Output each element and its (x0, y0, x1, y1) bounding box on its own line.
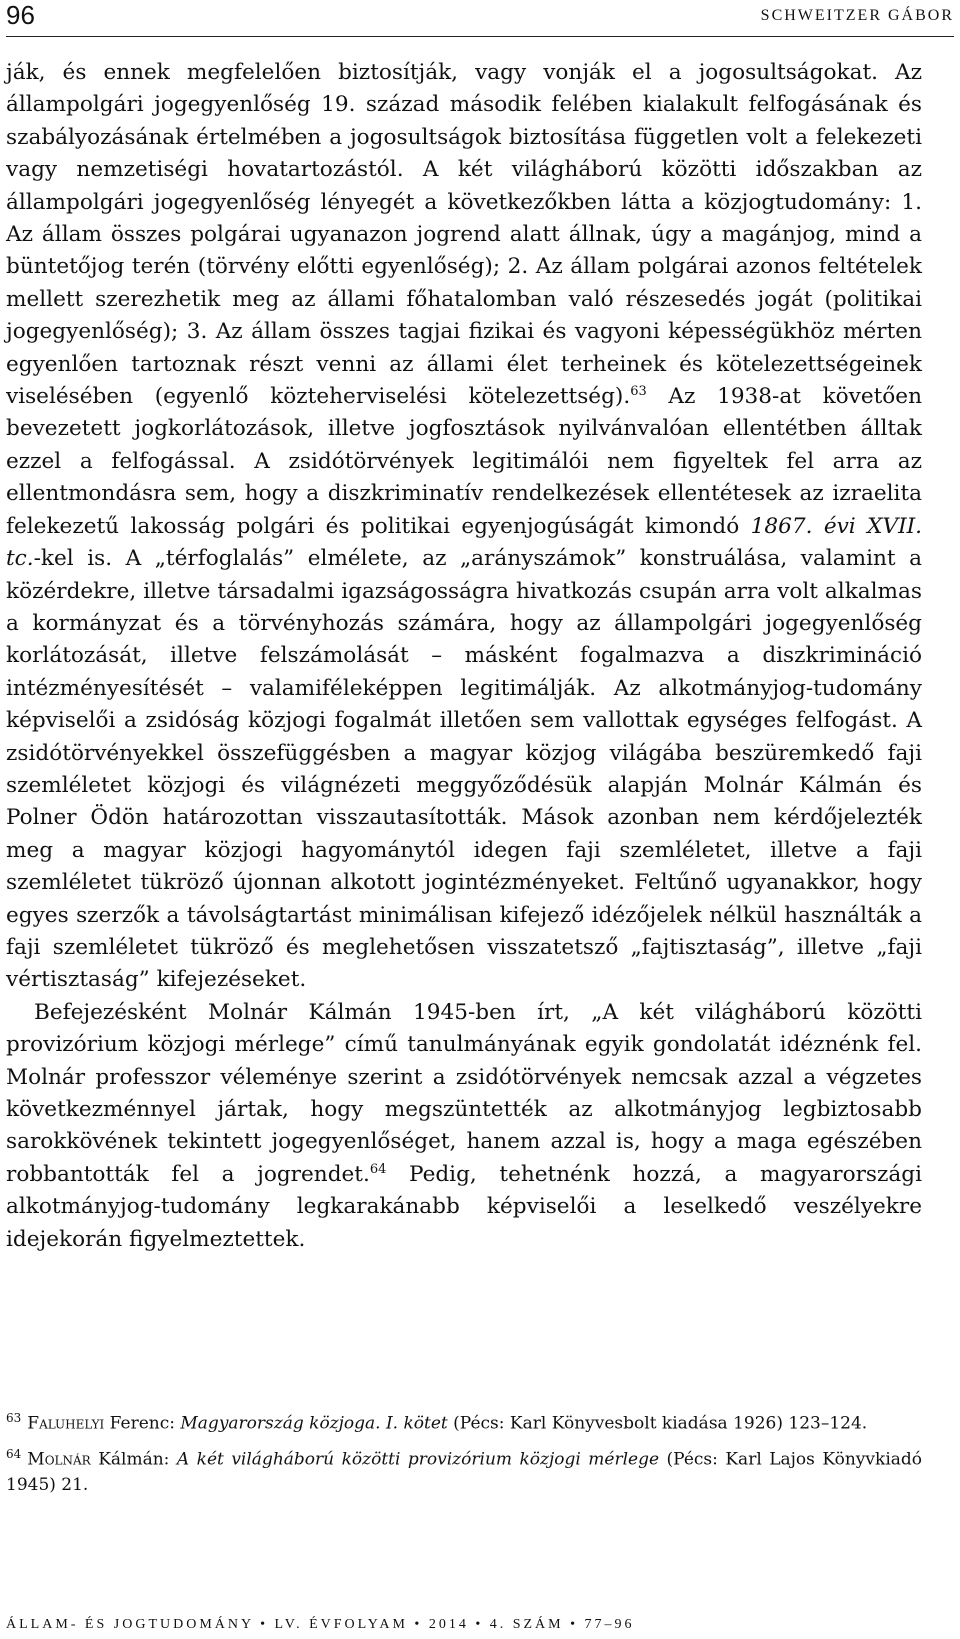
footnote-title: A két világháború közötti provizórium közjogi mérlege (176, 1449, 660, 1470)
footer-separator: • (475, 1617, 484, 1632)
footer-separator: • (260, 1617, 268, 1632)
paragraph-1-text-c: -kel is. A „térfoglalás” elmélete, az „arányszámok” konstruálása, valamint a közérdekre, illetve társadalmi igazságosságra hivatkozás csupán arra volt alkalmas a kormányzat és a törvényhozás számára, hogy az állampolgári jogegyenlőség korlátozását, illetve felszámolását – másként fogalmazva a diszkrimináció intézményesítését – valamiféleképpen legitimálják. Az alkotmányjog-tudomány képviselői a zsidóság közjogi fogalmát illetően sem vallottak egységes felfogást. A zsidótörvényekkel összefüggésben a magyar közjog világába beszüremkedő faji szemléletet közjogi és világnézeti meggyőződésük alapján Molnár Kálmán és Polner Ödön határozottan visszautasították. Mások azonban nem kérdőjelezték meg a magyar közjogi hagyománytól idegen faji szemléletet, illetve a faji szemléletet tükröző újonnan alkotott jogintézményeket. Feltűnő ugyanakkor, hogy egyes szerzők a távolságtartást minimálisan kifejező idézőjelek nélkül használták a faji szemléletet tükröző és meglehetősen visszatetsző „fajtisztaság”, illetve „faji vértisztaság” kifejezéseket. (6, 546, 922, 993)
paragraph-1-text-a: ják, és ennek megfelelően biztosítják, vagy vonják el a jogosultságokat. Az állampolgári jogegyenlőség 19. század második felében kialakult felfogásának és szabályozásának értelmében a jogosultságok biztosítása független volt a felekezeti vagy nemzetiségi hovatartozástól. A két világháború közötti időszakban az állampolgári jogegyenlőség lényegét a következőkben látta a közjogtudomány: 1. Az állam összes polgárai ugyanazon jogrend alatt állnak, úgy a magánjog, mind a büntetőjog terén (törvény előtti egyenlőség); 2. Az állam polgárai azonos feltételek mellett szerezhetik meg az állami főhatalomban való részesedés jogát (politikai jogegyenlőség); 3. Az állam összes tagjai fizikai és vagyoni képességükhöz mérten egyenlően tartoznak részt venni az állami élet terheinek és kötelezettségeinek viselésében (egyenlő közteherviselési kötelezettség). (6, 60, 922, 410)
footnote-ref-63: 63 (630, 383, 647, 399)
law-reference: 1867. évi XVII. tc. (6, 513, 922, 572)
page-footer (6, 1617, 922, 1633)
footnote-64 (6, 1441, 922, 1499)
paragraph-2-text-b: Pedig, tehetnénk hozzá, a magyarországi alkotmányjog-tudomány legkarakánabb képviselői a leselkedő veszélyekre idejekorán figyelmeztettek. (6, 1161, 922, 1252)
footnote-publication: (Pécs: Karl Könyvesbolt kiadása 1926) 123–124. (447, 1413, 868, 1434)
footnote-63 (6, 1405, 922, 1437)
footnote-number: 64 (6, 1446, 22, 1461)
page-header (6, 0, 954, 37)
footer-issue: 4. SZÁM (489, 1617, 564, 1632)
paragraph-1-text-b: Az 1938-at követően bevezetett jogkorlátozások, illetve jogfosztások nyilvánvalóan ellentétben álltak ezzel a felfogással. A zsidótörvények legitimálói nem figyeltek fel arra az ellentmondásra sem, hogy a diszkriminatív rendelkezések ellentétesek az izraelita felekezetű lakosság polgári és politikai egyenjogúságát kimondó (6, 384, 922, 539)
footnotes (6, 1405, 922, 1502)
footnote-title: Magyarország közjoga. I. kötet (180, 1413, 448, 1434)
footer-separator: • (414, 1617, 423, 1632)
footer-journal: ÁLLAM- ÉS JOGTUDOMÁNY (6, 1617, 254, 1632)
page-number: 96 (6, 0, 35, 30)
footer-separator: • (570, 1617, 579, 1632)
footnote-author-surname: Faluhelyi (27, 1413, 105, 1434)
article-body (6, 57, 922, 1256)
footer-volume: LV. ÉVFOLYAM (274, 1617, 408, 1632)
footnote-author-surname: Molnár (27, 1449, 91, 1470)
footnote-author-given: Kálmán: (90, 1449, 177, 1470)
footer-year: 2014 (428, 1617, 469, 1632)
footnote-ref-64: 64 (369, 1161, 387, 1177)
footnote-number: 63 (6, 1411, 22, 1425)
footer-pages: 77–96 (584, 1617, 635, 1632)
paragraph-2 (6, 997, 922, 1256)
paragraph-1 (6, 57, 922, 997)
footnote-author-given: Ferenc: (104, 1413, 181, 1434)
running-head-author: SCHWEITZER GÁBOR (760, 7, 954, 24)
paragraph-2-text-a: Befejezésként Molnár Kálmán 1945-ben írt, „A két világháború közötti provizórium közjogi mérlege” című tanulmányának egyik gondolatát idéznénk fel. Molnár professzor véleménye szerint a zsidótörvények nemcsak azzal a végzetes következménnyel jártak, hogy megszüntették az alkotmányjog legbiztosabb sarokkövének tekintett jogegyenlőséget, hanem azzal is, hogy a maga egészében robbantották fel a jogrendet. (6, 999, 922, 1187)
footnote-publication: (Pécs: Karl Lajos Könyvkiadó 1945) 21. (6, 1449, 923, 1496)
